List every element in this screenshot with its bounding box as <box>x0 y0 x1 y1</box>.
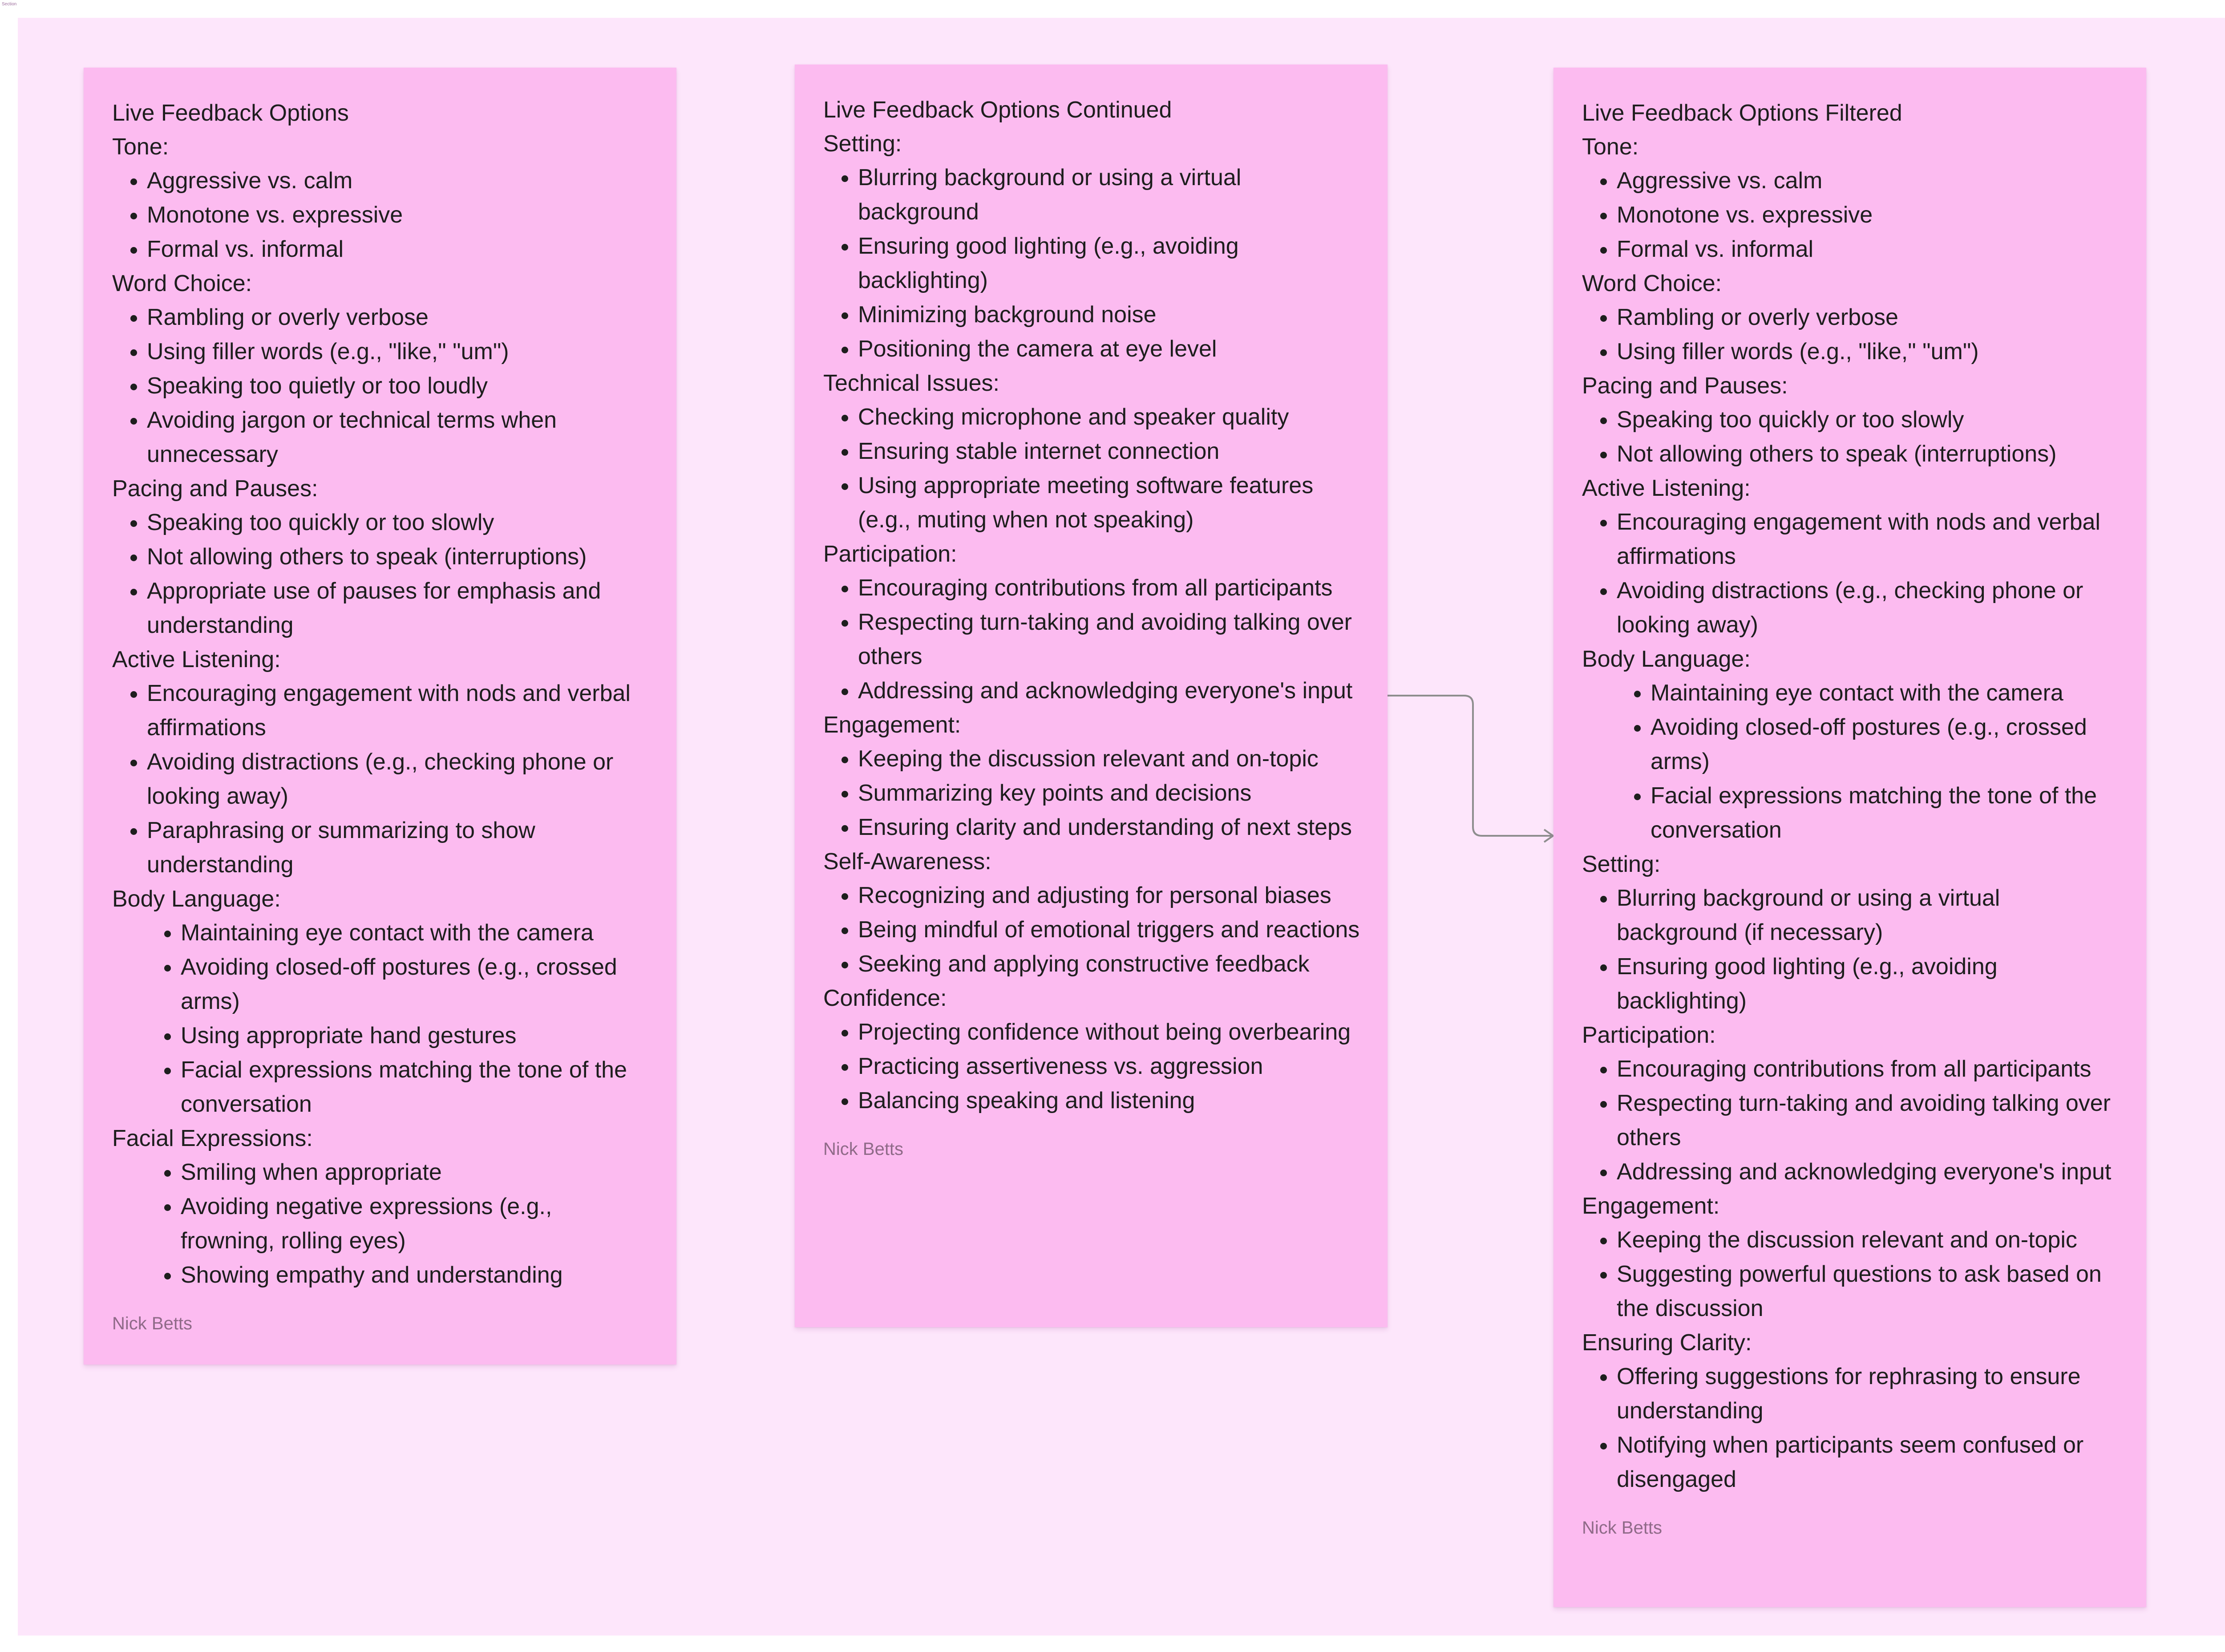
bullet-item: • Respecting turn-taking and avoiding talking over others <box>1617 1086 2119 1155</box>
bullet-item: • Using appropriate meeting software features (e.g., muting when not speaking) <box>858 469 1360 537</box>
note-title: Live Feedback Options Continued <box>823 97 1172 123</box>
bullet-item: • Rambling or overly verbose <box>147 300 649 335</box>
bullet-item: • Appropriate use of pauses for emphasis and understanding <box>147 574 649 643</box>
note-section <box>112 882 649 1122</box>
section-heading: Word Choice: <box>112 271 252 296</box>
bullet-list <box>112 1155 649 1292</box>
note-section <box>1582 1326 2119 1497</box>
bullet-list <box>1582 300 2119 369</box>
bullet-item: • Offering suggestions for rephrasing to ensure understanding <box>1617 1360 2119 1428</box>
bullet-item: • Ensuring clarity and understanding of next steps <box>858 810 1360 845</box>
note-section <box>112 267 649 472</box>
bullet-list <box>1582 1223 2119 1326</box>
bullet-item: • Speaking too quickly or too slowly <box>1617 403 2119 437</box>
note-section <box>112 1122 649 1292</box>
note-section <box>112 643 649 882</box>
bullet-item: • Encouraging contributions from all participants <box>1617 1052 2119 1086</box>
note-section <box>112 130 649 267</box>
bullet-item: • Blurring background or using a virtual background (if necessary) <box>1617 881 2119 950</box>
note-section <box>823 366 1360 537</box>
bullet-item: • Using filler words (e.g., "like," "um") <box>1617 335 2119 369</box>
section-heading: Body Language: <box>1582 646 1751 672</box>
note-section <box>1582 1018 2119 1189</box>
bullet-item: • Encouraging engagement with nods and verbal affirmations <box>147 676 649 745</box>
note-section <box>823 708 1360 845</box>
bullet-list <box>823 879 1360 981</box>
note-section <box>1582 847 2119 1018</box>
bullet-list <box>1582 1360 2119 1497</box>
section-heading: Participation: <box>1582 1022 1716 1048</box>
bullet-item: • Showing empathy and understanding <box>181 1258 649 1292</box>
bullet-item: • Facial expressions matching the tone of the conversation <box>181 1053 649 1122</box>
bullet-item: • Facial expressions matching the tone of the conversation <box>1651 779 2119 847</box>
section-heading: Confidence: <box>823 985 947 1011</box>
bullet-item: • Positioning the camera at eye level <box>858 332 1360 366</box>
section-heading: Facial Expressions: <box>112 1126 313 1151</box>
note-section <box>823 127 1360 366</box>
bullet-item: • Addressing and acknowledging everyone's input <box>858 674 1360 708</box>
bullet-item: • Rambling or overly verbose <box>1617 300 2119 335</box>
bullet-item: • Paraphrasing or summarizing to show understanding <box>147 814 649 882</box>
sticky-note-live-feedback-options[interactable] <box>84 68 676 1365</box>
note-section <box>823 537 1360 708</box>
section-heading: Technical Issues: <box>823 370 999 396</box>
bullet-item: • Monotone vs. expressive <box>147 198 649 232</box>
section-heading: Participation: <box>823 541 957 567</box>
bullet-item: • Keeping the discussion relevant and on-topic <box>1617 1223 2119 1257</box>
bullet-item: • Formal vs. informal <box>147 232 649 267</box>
section-heading: Engagement: <box>1582 1193 1720 1219</box>
note-author: Nick Betts <box>112 1314 193 1333</box>
bullet-item: • Practicing assertiveness vs. aggression <box>858 1049 1360 1084</box>
bullet-list <box>823 571 1360 708</box>
section-heading: Ensuring Clarity: <box>1582 1330 1752 1356</box>
section-heading: Pacing and Pauses: <box>1582 373 1788 399</box>
bullet-item: • Maintaining eye contact with the camera <box>1651 676 2119 710</box>
bullet-item: • Using appropriate hand gestures <box>181 1019 649 1053</box>
bullet-item: • Avoiding jargon or technical terms when unnecessary <box>147 403 649 472</box>
section-heading: Setting: <box>1582 851 1661 877</box>
section-label[interactable]: Section <box>2 2 17 7</box>
note-section <box>1582 642 2119 847</box>
note-section <box>823 845 1360 981</box>
bullet-item: • Avoiding distractions (e.g., checking phone or looking away) <box>1617 574 2119 642</box>
bullet-item: • Blurring background or using a virtual background <box>858 161 1360 229</box>
note-title: Live Feedback Options Filtered <box>1582 100 1902 126</box>
bullet-list <box>1582 164 2119 267</box>
bullet-item: • Minimizing background noise <box>858 298 1360 332</box>
bullet-list <box>112 164 649 267</box>
bullet-list <box>112 676 649 882</box>
bullet-item: • Not allowing others to speak (interruptions) <box>1617 437 2119 471</box>
bullet-list <box>823 400 1360 537</box>
bullet-item: • Monotone vs. expressive <box>1617 198 2119 232</box>
bullet-item: • Smiling when appropriate <box>181 1155 649 1190</box>
note-section <box>1582 130 2119 267</box>
bullet-item: • Aggressive vs. calm <box>147 164 649 198</box>
note-author: Nick Betts <box>1582 1518 1663 1538</box>
bullet-item: • Addressing and acknowledging everyone's input <box>1617 1155 2119 1189</box>
note-section <box>1582 267 2119 369</box>
bullet-item: • Not allowing others to speak (interruptions) <box>147 540 649 574</box>
note-title: Live Feedback Options <box>112 100 349 126</box>
note-section <box>823 981 1360 1118</box>
bullet-list <box>1582 881 2119 1018</box>
section-heading: Tone: <box>1582 134 1639 160</box>
bullet-item: • Summarizing key points and decisions <box>858 776 1360 810</box>
bullet-item: • Maintaining eye contact with the camera <box>181 916 649 950</box>
bullet-item: • Projecting confidence without being overbearing <box>858 1015 1360 1049</box>
section-heading: Setting: <box>823 131 902 157</box>
bullet-list <box>112 300 649 472</box>
bullet-item: • Formal vs. informal <box>1617 232 2119 267</box>
bullet-item: • Checking microphone and speaker quality <box>858 400 1360 434</box>
section-heading: Self-Awareness: <box>823 849 991 875</box>
bullet-item: • Speaking too quickly or too slowly <box>147 506 649 540</box>
sticky-note-live-feedback-options-filtered[interactable] <box>1553 68 2146 1607</box>
bullet-item: • Respecting turn-taking and avoiding talking over others <box>858 605 1360 674</box>
bullet-item: • Keeping the discussion relevant and on-topic <box>858 742 1360 776</box>
section-heading: Active Listening: <box>1582 475 1751 501</box>
section-heading: Word Choice: <box>1582 271 1722 296</box>
bullet-list <box>1582 505 2119 642</box>
bullet-item: • Using filler words (e.g., "like," "um") <box>147 335 649 369</box>
section-heading: Active Listening: <box>112 647 281 672</box>
note-author: Nick Betts <box>823 1139 904 1159</box>
bullet-item: • Speaking too quietly or too loudly <box>147 369 649 403</box>
bullet-list <box>1582 1052 2119 1189</box>
note-section <box>1582 369 2119 471</box>
note-section <box>112 472 649 643</box>
bullet-list <box>823 1015 1360 1118</box>
bullet-item: • Recognizing and adjusting for personal biases <box>858 879 1360 913</box>
bullet-list <box>1582 676 2119 847</box>
bullet-item: • Ensuring good lighting (e.g., avoiding backlighting) <box>858 229 1360 298</box>
bullet-item: • Avoiding closed-off postures (e.g., crossed arms) <box>181 950 649 1019</box>
sticky-note-live-feedback-options-continued[interactable] <box>795 65 1388 1327</box>
section-heading: Tone: <box>112 134 169 160</box>
bullet-item: • Avoiding negative expressions (e.g., frowning, rolling eyes) <box>181 1190 649 1258</box>
bullet-list <box>1582 403 2119 471</box>
bullet-item: • Balancing speaking and listening <box>858 1084 1360 1118</box>
bullet-list <box>112 916 649 1122</box>
bullet-item: • Encouraging engagement with nods and verbal affirmations <box>1617 505 2119 574</box>
bullet-item: • Ensuring good lighting (e.g., avoiding backlighting) <box>1617 950 2119 1018</box>
bullet-item: • Avoiding distractions (e.g., checking phone or looking away) <box>147 745 649 814</box>
note-section <box>1582 471 2119 642</box>
bullet-item: • Being mindful of emotional triggers and reactions <box>858 913 1360 947</box>
section-heading: Engagement: <box>823 712 961 738</box>
bullet-list <box>823 161 1360 366</box>
bullet-item: • Avoiding closed-off postures (e.g., crossed arms) <box>1651 710 2119 779</box>
note-section <box>1582 1189 2119 1326</box>
bullet-item: • Ensuring stable internet connection <box>858 434 1360 469</box>
section-heading: Body Language: <box>112 886 281 912</box>
bullet-item: • Aggressive vs. calm <box>1617 164 2119 198</box>
bullet-item: • Encouraging contributions from all participants <box>858 571 1360 605</box>
bullet-item: • Notifying when participants seem confused or disengaged <box>1617 1428 2119 1497</box>
section-heading: Pacing and Pauses: <box>112 476 318 502</box>
bullet-item: • Seeking and applying constructive feedback <box>858 947 1360 981</box>
bullet-list <box>823 742 1360 845</box>
bullet-list <box>112 506 649 643</box>
bullet-item: • Suggesting powerful questions to ask based on the discussion <box>1617 1257 2119 1326</box>
